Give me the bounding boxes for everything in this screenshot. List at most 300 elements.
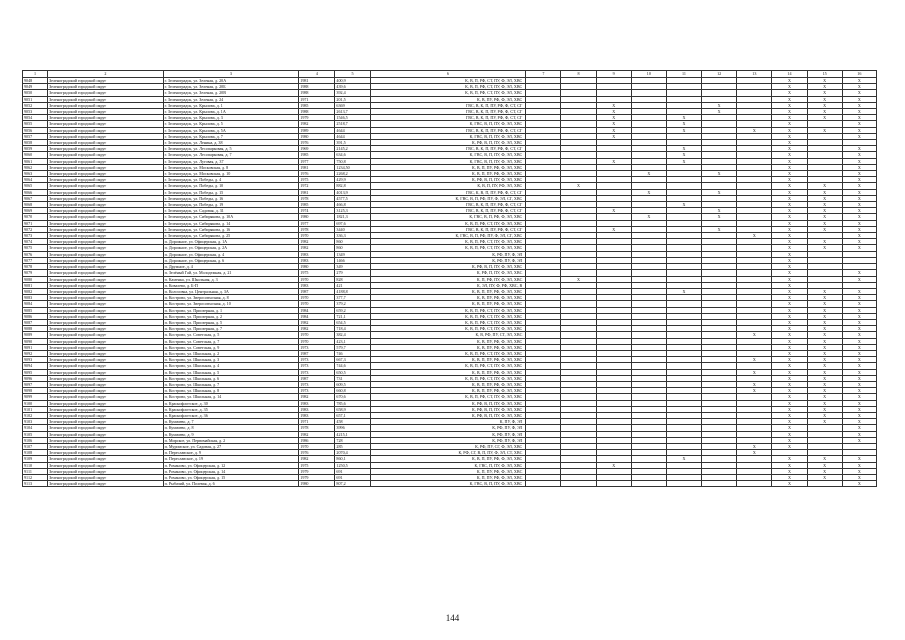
row-id-cell: 9096 <box>23 375 48 381</box>
row-id-cell: 9060 <box>23 152 48 158</box>
column-number-cell: 12 <box>702 71 737 78</box>
year-cell: 1987 <box>299 350 335 356</box>
systems-cell: К, ГВС, В, П, РФ, Ф, ЭЛ, ХВС <box>370 214 526 220</box>
year-cell: 1985 <box>299 202 335 208</box>
mark-cell: X <box>842 319 876 325</box>
year-cell: 1977 <box>299 158 335 164</box>
mark-cell: X <box>807 195 842 201</box>
mark-cell: X <box>807 109 842 115</box>
mark-cell: X <box>842 146 876 152</box>
mark-cell: X <box>666 202 701 208</box>
area-cell: 579,7 <box>335 344 370 350</box>
row-id-cell: 9076 <box>23 251 48 257</box>
mark-cell: X <box>596 462 631 468</box>
mark-cell: X <box>596 115 631 121</box>
mark-cell: X <box>737 233 772 239</box>
year-cell: 1982 <box>299 431 335 437</box>
systems-cell: К, В, П, ПУ, РФ, Ф, ЭЛ, ХВС <box>370 357 526 363</box>
year-cell: 1982 <box>299 121 335 127</box>
mark-cell: X <box>772 251 807 257</box>
mark-cell <box>702 481 737 487</box>
mark-cell: X <box>737 357 772 363</box>
address-cell: г. Зеленоградск, ул. Московская, д. 8 <box>163 164 299 170</box>
area-cell: 807,2 <box>335 481 370 487</box>
district-cell: Зеленоградский городской округ <box>48 313 164 319</box>
mark-cell: X <box>807 456 842 462</box>
mark-cell <box>596 481 631 487</box>
mark-cell: X <box>807 295 842 301</box>
address-cell: п. Дорожное, ул. Офицерская, д. 6 <box>163 257 299 263</box>
year-cell: 1982 <box>299 319 335 325</box>
row-id-cell: 9068 <box>23 202 48 208</box>
systems-cell: К, П, РФ, ПУ, Ф, ЭЛ, ХВС <box>370 276 526 282</box>
year-cell: 1973 <box>299 344 335 350</box>
mark-cell: X <box>842 127 876 133</box>
address-cell: п. Краснофлотское, д. 36 <box>163 412 299 418</box>
year-cell: 1976 <box>299 171 335 177</box>
systems-cell: К, В, ПУ, РФ, Ф, ЭЛ, ХВС <box>370 344 526 350</box>
address-cell: п. Переславское, д. 19 <box>163 456 299 462</box>
mark-cell: X <box>842 363 876 369</box>
district-cell: Зеленоградский городской округ <box>48 183 164 189</box>
year-cell: 1970 <box>299 338 335 344</box>
area-cell: 201,5 <box>335 96 370 102</box>
row-id-cell: 9081 <box>23 282 48 288</box>
area-cell: 1234,50 <box>335 164 370 170</box>
mark-cell: X <box>772 288 807 294</box>
address-cell: п. Кумачево, д. 7 <box>163 419 299 425</box>
district-cell: Зеленоградский городской округ <box>48 264 164 270</box>
district-cell: Зеленоградский городской округ <box>48 177 164 183</box>
district-cell: Зеленоградский городской округ <box>48 425 164 431</box>
year-cell: 1976 <box>299 450 335 456</box>
mark-cell: X <box>842 90 876 96</box>
district-cell: Зеленоградский городской округ <box>48 189 164 195</box>
mark-cell: X <box>772 164 807 170</box>
mark-cell: X <box>772 96 807 102</box>
mark-cell: X <box>842 152 876 158</box>
systems-cell: К, В, П, ПУ, РФ, ЭЛ, ХВС <box>370 183 526 189</box>
district-cell: Зеленоградский городской округ <box>48 195 164 201</box>
systems-cell: К, РФ, ПУ, Ф, ЭЛ <box>370 425 526 431</box>
year-cell: 1970 <box>299 301 335 307</box>
row-id-cell: 9052 <box>23 102 48 108</box>
address-cell: п. Кострово, ул. Школьная, д. 5 <box>163 369 299 375</box>
district-cell: Зеленоградский городской округ <box>48 220 164 226</box>
area-cell: 609,5 <box>335 381 370 387</box>
mark-cell: X <box>666 115 701 121</box>
area-cell: 400,9 <box>335 78 370 84</box>
mark-cell: X <box>807 468 842 474</box>
address-cell: п. Зелёный Гай, ул. Молодежная, д. 21 <box>163 270 299 276</box>
systems-cell: К, РФ, ПУ, Ф, ЭЛ <box>370 251 526 257</box>
mark-cell: X <box>702 102 737 108</box>
address-cell: п. Ковалево, д. Б-П <box>163 282 299 288</box>
systems-cell: ГВС, В, К, П, ПУ, РФ, Ф, СТ, СГ <box>370 127 526 133</box>
systems-cell: К, В, П, РФ, СТ, ПУ, Ф, ЭЛ, ХВС <box>370 239 526 245</box>
systems-cell: К, В, П, ПУ, РФ, Ф, ЭЛ, ХВС <box>370 456 526 462</box>
column-number-cell: 16 <box>842 71 876 78</box>
systems-cell: К, В, П, ПУ, РФ, Ф, ЭЛ, ХВС <box>370 301 526 307</box>
area-cell: 336,3 <box>335 233 370 239</box>
systems-cell: К, РФ, В, П, ПУ, Ф, ЭЛ, ХВС <box>370 400 526 406</box>
systems-cell: К, В, П, РФ, СТ, ПУ, Ф, ЭЛ, ХВС <box>370 78 526 84</box>
address-cell: п. Кострово, ул. Школьная, д. 8 <box>163 388 299 394</box>
systems-cell: К, РФ, В, П, ПУ, Ф, ЭЛ, ХВС <box>370 177 526 183</box>
row-id-cell: 9108 <box>23 450 48 456</box>
district-cell: Зеленоградский городской округ <box>48 109 164 115</box>
systems-cell: ГВС, В, К, П, ПУ, РФ, Ф, СТ, СГ <box>370 115 526 121</box>
mark-cell: X <box>842 158 876 164</box>
column-number-cell: 2 <box>48 71 164 78</box>
area-cell: 3440 <box>335 226 370 232</box>
address-cell: п. Кострово, ул. Школьная, д. 6 <box>163 375 299 381</box>
address-cell: г. Зеленоградск, ул. Крылова, д. 5А <box>163 127 299 133</box>
mark-cell: X <box>772 84 807 90</box>
mark-cell: X <box>807 388 842 394</box>
row-id-cell: 9070 <box>23 214 48 220</box>
address-cell: п. Романово, ул. Офицерская, д. 15 <box>163 475 299 481</box>
area-cell: 2268,2 <box>335 171 370 177</box>
mark-cell: X <box>807 319 842 325</box>
mark-cell: X <box>772 90 807 96</box>
mark-cell: X <box>842 437 876 443</box>
area-cell: 860 <box>335 245 370 251</box>
area-cell: 421 <box>335 282 370 288</box>
systems-cell: ГВС, В, К, П, ПУ, РФ, Ф, СТ, СГ <box>370 202 526 208</box>
column-number-cell: 9 <box>596 71 631 78</box>
mark-cell: X <box>807 363 842 369</box>
row-id-cell: 9082 <box>23 288 48 294</box>
row-id-cell: 9083 <box>23 295 48 301</box>
systems-cell: К, В, П, РФ, СТ, ПУ, Ф, ЭЛ, ХВС <box>370 84 526 90</box>
address-cell: п. Дружное, д. 4 <box>163 264 299 270</box>
mark-cell: X <box>807 288 842 294</box>
systems-cell: К, В, П, ПУ, РФ, Ф, ЭЛ, ХВС <box>370 369 526 375</box>
mark-cell: X <box>842 171 876 177</box>
row-id-cell: 9061 <box>23 158 48 164</box>
area-cell: 650,5 <box>335 369 370 375</box>
column-number-cell: 8 <box>561 71 596 78</box>
systems-cell: К, РФ, В, П, ПУ, Ф, ЭЛ, ХВС <box>370 140 526 146</box>
mark-cell: X <box>772 419 807 425</box>
mark-cell: X <box>842 202 876 208</box>
year-cell: 1975 <box>299 462 335 468</box>
row-id-cell: 9103 <box>23 419 48 425</box>
year-cell: 1985 <box>299 152 335 158</box>
mark-cell: X <box>772 313 807 319</box>
address-cell: г. Зеленоградск, ул. Победы, д. 16 <box>163 195 299 201</box>
mark-cell: X <box>737 127 772 133</box>
mark-cell: X <box>842 375 876 381</box>
row-id-cell: 9078 <box>23 264 48 270</box>
systems-cell: К, П, ПУ, РФ, Ф, ЭЛ, ХВС <box>370 475 526 481</box>
mark-cell: X <box>842 133 876 139</box>
row-id-cell: 9087 <box>23 319 48 325</box>
row-id-cell: 9099 <box>23 394 48 400</box>
systems-cell: ГВС, В, К, П, ПУ, РФ, Ф, СТ, СГ <box>370 109 526 115</box>
area-cell: 1250,5 <box>335 462 370 468</box>
address-cell: г. Зеленоградск, ул. Лесопарковая, д. 5 <box>163 146 299 152</box>
systems-cell: К, ГВС, В, П, ПУ, Ф, ЭЛ, ХВС <box>370 121 526 127</box>
year-cell: 1972 <box>299 183 335 189</box>
district-cell: Зеленоградский городской округ <box>48 301 164 307</box>
column-number-cell: 3 <box>163 71 299 78</box>
address-cell: г. Зеленоградск, ул. Зеленая, д. 20А <box>163 78 299 84</box>
mark-cell: X <box>596 226 631 232</box>
area-cell: 882,8 <box>335 183 370 189</box>
mark-cell: X <box>702 214 737 220</box>
mark-cell: X <box>842 412 876 418</box>
area-cell: 860 <box>335 239 370 245</box>
systems-cell: К, ГВС, В, П, ПУ, Ф, ЭЛ, ХВС <box>370 158 526 164</box>
mark-cell: X <box>772 406 807 412</box>
systems-cell: К, В, П, РФ, СТ, ПУ, Ф, ЭЛ, ХВС <box>370 350 526 356</box>
area-cell: 279 <box>335 270 370 276</box>
row-id-cell: 9112 <box>23 475 48 481</box>
mark-cell: X <box>842 456 876 462</box>
area-cell: 691 <box>335 468 370 474</box>
district-cell: Зеленоградский городской округ <box>48 456 164 462</box>
systems-cell: К, ПУ, Ф, ЭЛ <box>370 419 526 425</box>
mark-cell: X <box>772 437 807 443</box>
year-cell: 1973 <box>299 388 335 394</box>
mark-cell: X <box>772 183 807 189</box>
district-cell: Зеленоградский городской округ <box>48 406 164 412</box>
column-number-cell: 5 <box>335 71 370 78</box>
mark-cell: X <box>772 431 807 437</box>
row-id-cell: 9062 <box>23 164 48 170</box>
district-cell: Зеленоградский городской округ <box>48 431 164 437</box>
row-id-cell: 9053 <box>23 109 48 115</box>
row-id-cell: 9111 <box>23 468 48 474</box>
address-cell: п. Колосовка, ул. Центральная, д. 3А <box>163 288 299 294</box>
systems-cell: К, В, П, РФ, СТ, ПУ, Ф, ЭЛ, ХВС <box>370 326 526 332</box>
year-cell: 1983 <box>299 282 335 288</box>
area-cell: 718,4 <box>335 326 370 332</box>
address-cell: г. Зеленоградск, ул. Сибирякова, д. 10А <box>163 214 299 220</box>
mark-cell: X <box>737 450 772 456</box>
mark-cell: X <box>772 381 807 387</box>
mark-cell: X <box>807 338 842 344</box>
address-cell: г. Зеленоградск, ул. Крылова, д. 1А <box>163 109 299 115</box>
systems-cell: ГВС, К, В, П, ПУ, РФ, Ф, СТ, СГ <box>370 189 526 195</box>
mark-cell: X <box>772 344 807 350</box>
mark-cell: X <box>842 195 876 201</box>
row-id-cell: 9063 <box>23 171 48 177</box>
district-cell: Зеленоградский городской округ <box>48 164 164 170</box>
column-number-cell: 13 <box>737 71 772 78</box>
mark-cell: X <box>842 326 876 332</box>
area-cell: 731 <box>335 375 370 381</box>
year-cell: 1980 <box>299 133 335 139</box>
area-cell: 667,3 <box>335 357 370 363</box>
mark-cell: X <box>807 369 842 375</box>
row-id-cell: 9064 <box>23 177 48 183</box>
mark-cell: X <box>772 456 807 462</box>
systems-cell: К, ГВС, В, П, ПУ, Ф, ЭЛ, ХВС <box>370 152 526 158</box>
address-cell: п. Краснофлотское, д. 30 <box>163 400 299 406</box>
mark-cell: X <box>772 412 807 418</box>
district-cell: Зеленоградский городской округ <box>48 208 164 214</box>
address-cell: п. Муромское, ул. Садовая, д. 27 <box>163 443 299 449</box>
district-cell: Зеленоградский городской округ <box>48 251 164 257</box>
mark-cell <box>631 481 666 487</box>
mark-cell: X <box>807 326 842 332</box>
mark-cell: X <box>842 239 876 245</box>
systems-cell: К, ГВС, П, ПУ, Ф, ЭЛ, ХВС <box>370 462 526 468</box>
row-id-cell: 9100 <box>23 400 48 406</box>
year-cell: 1981 <box>299 189 335 195</box>
mark-cell: X <box>842 357 876 363</box>
address-cell: г. Зеленоградск, ул. Зеленая, д. 20В <box>163 90 299 96</box>
area-cell: 285 <box>335 443 370 449</box>
mark-cell: X <box>842 109 876 115</box>
mark-cell: X <box>772 388 807 394</box>
mark-cell: X <box>772 338 807 344</box>
address-cell: г. Зеленоградск, ул. Сибирякова, д. 25 <box>163 233 299 239</box>
mark-cell: X <box>666 152 701 158</box>
systems-cell: К, В, П, РФ, СТ, ПУ, Ф, ЭЛ, ХВС <box>370 319 526 325</box>
column-number-cell: 15 <box>807 71 842 78</box>
year-cell: 1982 <box>299 326 335 332</box>
district-cell: Зеленоградский городской округ <box>48 140 164 146</box>
area-cell: 423,1 <box>335 338 370 344</box>
district-cell: Зеленоградский городской округ <box>48 394 164 400</box>
systems-cell: К, В, П, ПУ, РФ, Ф, ЭЛ, ХВС <box>370 171 526 177</box>
district-cell: Зеленоградский городской округ <box>48 344 164 350</box>
mark-cell: X <box>842 388 876 394</box>
area-cell: 1466 <box>335 257 370 263</box>
address-cell: п. Дорожное, ул. Офицерская, д. 1А <box>163 239 299 245</box>
year-cell: 1970 <box>299 332 335 338</box>
district-cell: Зеленоградский городской округ <box>48 78 164 84</box>
year-cell: 1980 <box>299 264 335 270</box>
mark-cell: X <box>842 164 876 170</box>
column-number-cell: 1 <box>23 71 48 78</box>
row-id-cell: 9066 <box>23 189 48 195</box>
year-cell: 1989 <box>299 127 335 133</box>
mark-cell: X <box>772 195 807 201</box>
area-cell: 429,9 <box>335 177 370 183</box>
mark-cell: X <box>666 158 701 164</box>
mark-cell: X <box>772 202 807 208</box>
row-id-cell: 9084 <box>23 301 48 307</box>
mark-cell: X <box>842 301 876 307</box>
mark-cell: X <box>772 357 807 363</box>
mark-cell: X <box>807 313 842 319</box>
column-number-cell: 10 <box>631 71 666 78</box>
district-cell: Зеленоградский городской округ <box>48 450 164 456</box>
row-id-cell: 9097 <box>23 381 48 387</box>
systems-cell: К, ГВС, В, П, РФ, ПУ, Ф, ЭЛ, СГ, ХВС <box>370 233 526 239</box>
row-id-cell: 9079 <box>23 270 48 276</box>
mark-cell: X <box>596 127 631 133</box>
mark-cell: X <box>631 214 666 220</box>
area-cell: 439,6 <box>335 84 370 90</box>
mark-cell: X <box>807 214 842 220</box>
address-cell: п. Рыбачий, ул. Полевая, д. 6 <box>163 481 299 487</box>
mark-cell <box>737 481 772 487</box>
address-cell: п. Переславское, д. 9 <box>163 450 299 456</box>
area-cell: 4644 <box>335 127 370 133</box>
year-cell: 1971 <box>299 419 335 425</box>
systems-cell: К, РФ, СГ, В, П, ПУ, Ф, ЭЛ, СТ, ХВС <box>370 450 526 456</box>
area-cell: 728 <box>335 437 370 443</box>
systems-cell: К, ЭЛ, ПУ, Ф, РФ, ХВС, В <box>370 282 526 288</box>
mark-cell: X <box>842 121 876 127</box>
systems-cell: ГВС, В, К, П, ПУ, РФ, Ф, СТ, СГ <box>370 102 526 108</box>
area-cell: 3996 <box>335 425 370 431</box>
mark-cell: X <box>772 468 807 474</box>
mark-cell: X <box>842 270 876 276</box>
mark-cell: X <box>772 369 807 375</box>
address-cell: п. Каменка, ул. Школьная, д. 3 <box>163 276 299 282</box>
address-cell: п. Кострово, ул. Приозерная, д. 5 <box>163 319 299 325</box>
address-cell: г. Зеленоградск, ул. Лесопарковая, д. 7 <box>163 152 299 158</box>
address-cell: п. Краснофлотское, д. 35 <box>163 406 299 412</box>
mark-cell: X <box>772 140 807 146</box>
mark-cell: X <box>772 301 807 307</box>
district-cell: Зеленоградский городской округ <box>48 412 164 418</box>
mark-cell: X <box>842 208 876 214</box>
mark-cell: X <box>772 158 807 164</box>
mark-cell: X <box>807 344 842 350</box>
mark-cell: X <box>807 183 842 189</box>
mark-cell: X <box>807 412 842 418</box>
address-cell: г. Зеленоградск, ул. Крылова, д. 1 <box>163 102 299 108</box>
systems-cell: К, В, П, ПУ, РФ, Ф, ЭЛ, ХВС <box>370 288 526 294</box>
systems-cell: К, В, П, РФ, СТ, ПУ, Ф, ЭЛ, ХВС <box>370 363 526 369</box>
area-cell: 2070,4 <box>335 450 370 456</box>
systems-cell: К, РФ, В, П, ПУ, Ф, ЭЛ, ХВС <box>370 412 526 418</box>
mark-cell: X <box>842 419 876 425</box>
mark-cell: X <box>666 288 701 294</box>
mark-cell: X <box>807 96 842 102</box>
row-id-cell: 9077 <box>23 257 48 263</box>
mark-cell: X <box>772 326 807 332</box>
systems-cell: К, В, ПУ, РФ, Ф, ЭЛ, ХВС <box>370 338 526 344</box>
mark-cell: X <box>842 468 876 474</box>
mark-cell: X <box>772 133 807 139</box>
mark-cell: X <box>842 344 876 350</box>
address-cell: г. Зеленоградск, ул. Сибирякова, д. 14 <box>163 220 299 226</box>
mark-cell: X <box>772 171 807 177</box>
row-id-cell: 9092 <box>23 350 48 356</box>
year-cell: 1971 <box>299 96 335 102</box>
mark-cell: X <box>807 419 842 425</box>
year-cell: 1983 <box>299 400 335 406</box>
mark-cell: X <box>842 369 876 375</box>
area-cell: 860,1 <box>335 456 370 462</box>
systems-cell: К, В, П, РФ, СТ, ПУ, Ф, ЭЛ, ХВС <box>370 307 526 313</box>
table-row <box>23 481 877 487</box>
area-cell: 391,5 <box>335 140 370 146</box>
area-cell: 2145,2 <box>335 146 370 152</box>
district-cell: Зеленоградский городской округ <box>48 357 164 363</box>
area-cell: 660,8 <box>335 388 370 394</box>
mark-cell: X <box>772 282 807 288</box>
year-cell: 1970 <box>299 443 335 449</box>
year-cell: 1983 <box>299 412 335 418</box>
district-cell: Зеленоградский городской округ <box>48 102 164 108</box>
row-id-cell: 9089 <box>23 332 48 338</box>
table-header-row <box>23 71 877 78</box>
row-id-cell: 9088 <box>23 326 48 332</box>
area-cell: 466,8 <box>335 202 370 208</box>
address-cell: п. Кострово, ул. Школьная, д. 2 <box>163 350 299 356</box>
systems-cell: К, П, ПУ, РФ, Ф, ЭЛ, ХВС <box>370 468 526 474</box>
